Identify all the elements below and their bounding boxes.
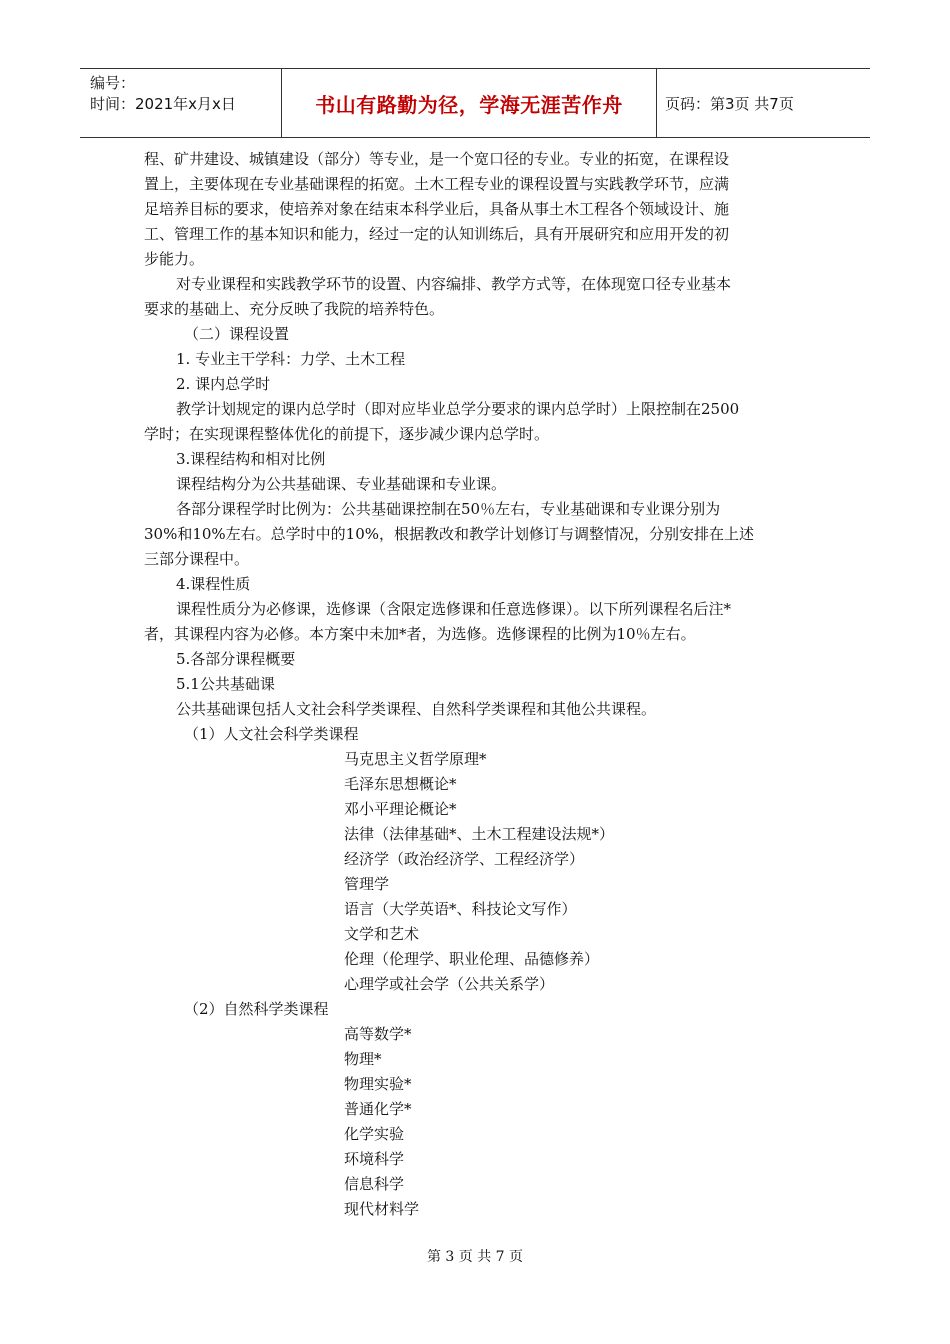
course-item: 毛泽东思想概论*: [344, 775, 457, 793]
course-item: 经济学（政治经济学、工程经济学）: [344, 850, 585, 868]
paragraph-line: 公共基础课包括人文社会科学类课程、自然科学类课程和其他公共课程。: [176, 700, 657, 718]
list-item: 5.1公共基础课: [176, 675, 275, 693]
header-motto: 书山有路勤为径，学海无涯苦作舟: [281, 69, 657, 137]
section-heading: （二）课程设置: [184, 325, 290, 343]
course-item: 邓小平理论概论*: [344, 800, 457, 818]
date-label: 时间：2021年x月x日: [90, 95, 236, 113]
paragraph-line: 各部分课程学时比例为：公共基础课控制在50％左右，专业基础课和专业课分别为: [176, 500, 721, 518]
document-body: [144, 147, 808, 1222]
paragraph-line: 三部分课程中。: [144, 550, 250, 568]
page-number-label: 页码：第3页 共7页: [665, 94, 794, 113]
paragraph-line: 30%和10%左右。总学时中的10%，根据教改和教学计划修订与调整情况，分别安排在上述: [144, 525, 755, 543]
course-item: 环境科学: [344, 1150, 405, 1168]
paragraph-line: 者，其课程内容为必修。本方案中未加*者，为选修。选修课程的比例为10％左右。: [144, 625, 696, 643]
course-item: 管理学: [344, 875, 390, 893]
paragraph-line: 工、管理工作的基本知识和能力，经过一定的认知训练后，具有开展研究和应用开发的初: [144, 225, 730, 243]
subsection-heading: （1）人文社会科学类课程: [184, 725, 359, 743]
course-item: 化学实验: [344, 1125, 405, 1143]
course-item: 物理*: [344, 1050, 382, 1068]
paragraph-line: 对专业课程和实践教学环节的设置、内容编排、教学方式等，在体现宽口径专业基本: [176, 275, 732, 293]
course-item: 信息科学: [344, 1175, 405, 1193]
list-item: 3.课程结构和相对比例: [176, 450, 326, 468]
subsection-heading: （2）自然科学类课程: [184, 1000, 329, 1018]
paragraph-line: 教学计划规定的课内总学时（即对应毕业总学分要求的课内总学时）上限控制在2500: [176, 400, 740, 418]
paragraph-line: 步能力。: [144, 250, 205, 268]
course-item: 高等数学*: [344, 1025, 412, 1043]
course-item: 文学和艺术: [344, 925, 420, 943]
paragraph-line: 足培养目标的要求，使培养对象在结束本科学业后，具备从事土木工程各个领域设计、施: [144, 200, 730, 218]
course-item: 现代材料学: [344, 1200, 420, 1218]
number-label: 编号：: [90, 74, 136, 92]
course-item: 伦理（伦理学、职业伦理、品德修养）: [344, 950, 600, 968]
page-footer: 第 3 页 共 7 页: [426, 1249, 524, 1265]
course-item: 马克思主义哲学原理*: [344, 750, 487, 768]
paragraph-line: 要求的基础上、充分反映了我院的培养特色。: [144, 300, 445, 318]
list-item: 2. 课内总学时: [176, 375, 271, 393]
paragraph-line: 课程性质分为必修课，选修课（含限定选修课和任意选修课）。以下所列课程名后注*: [176, 600, 732, 618]
list-item: 4.课程性质: [176, 575, 251, 593]
page-header: [80, 68, 870, 138]
course-item: 法律（法律基础*、土木工程建设法规*）: [344, 825, 615, 843]
course-item: 普通化学*: [344, 1100, 412, 1118]
paragraph-line: 课程结构分为公共基础课、专业基础课和专业课。: [176, 475, 507, 493]
course-item: 心理学或社会学（公共关系学）: [344, 975, 555, 993]
header-meta: [80, 69, 281, 137]
paragraph-line: 学时；在实现课程整体优化的前提下，逐步减少课内总学时。: [144, 425, 550, 443]
course-item: 物理实验*: [344, 1075, 412, 1093]
list-item: 1. 专业主干学科：力学、土木工程: [176, 350, 406, 368]
course-item: 语言（大学英语*、科技论文写作）: [344, 900, 577, 918]
paragraph-line: 程、矿井建设、城镇建设（部分）等专业，是一个宽口径的专业。专业的拓宽，在课程设: [144, 150, 730, 168]
list-item: 5.各部分课程概要: [176, 650, 296, 668]
paragraph-line: 置上，主要体现在专业基础课程的拓宽。土木工程专业的课程设置与实践教学环节，应满: [144, 175, 730, 193]
